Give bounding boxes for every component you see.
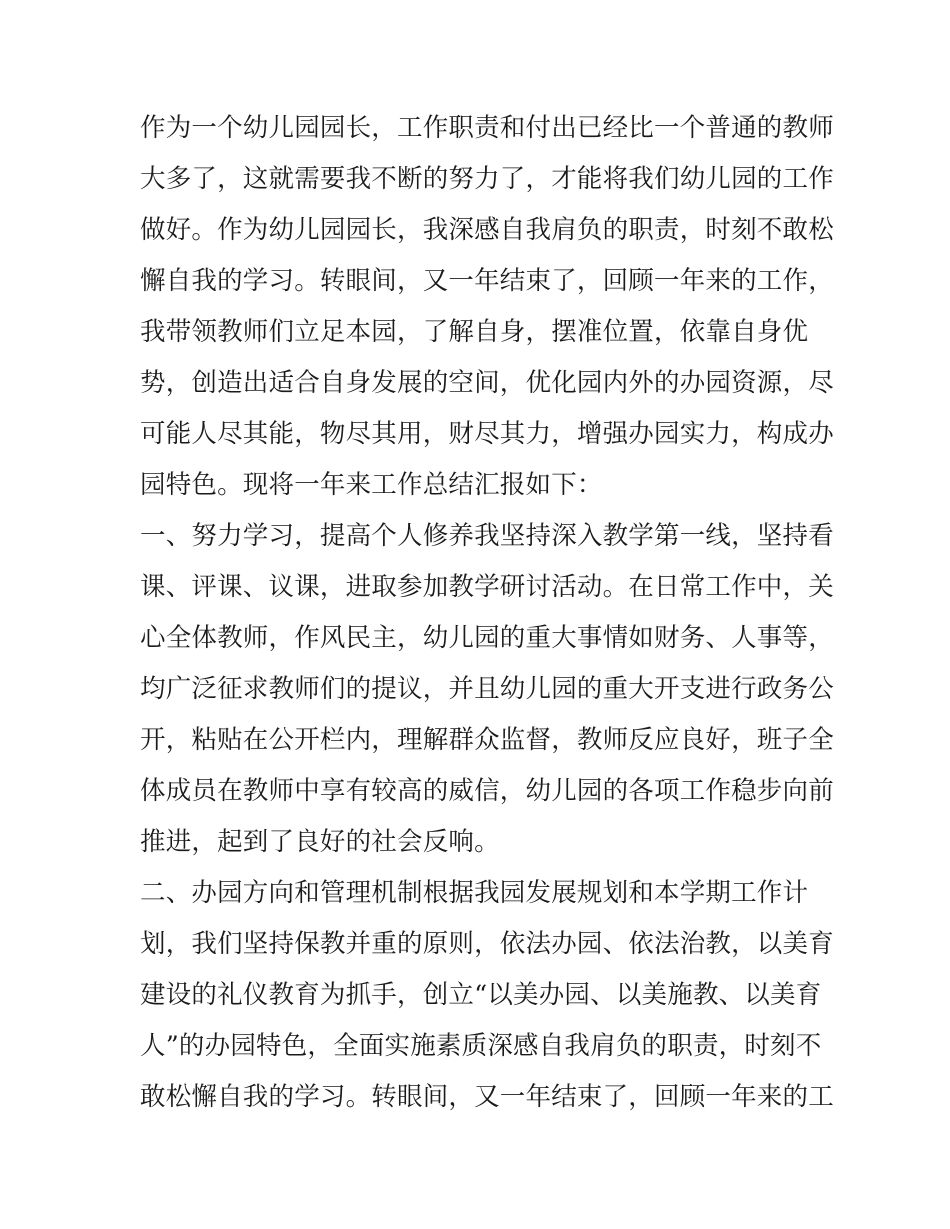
text-line: 均广泛征求教师们的提议，并且幼儿园的重大开支进行政务公: [140, 674, 834, 704]
text-line: 敢松懈自我的学习。转眼间，又一年结束了，回顾一年来的工: [140, 1082, 834, 1112]
text-line: 人”的办园特色，全面实施素质深感自我肩负的职责，时刻不: [140, 1031, 822, 1061]
text-line: 课、评课、议课，进取参加教学研讨活动。在日常工作中，关: [140, 572, 834, 602]
text-line: 划，我们坚持保教并重的原则，依法办园、依法治教，以美育: [140, 929, 834, 959]
text-line: 势，创造出适合自身发展的空间，优化园内外的办园资源，尽: [140, 368, 834, 398]
text-line: 可能人尽其能，物尽其用，财尽其力，增强办园实力，构成办: [140, 419, 834, 449]
text-line: 二、办园方向和管理机制根据我园发展规划和本学期工作计: [140, 878, 809, 908]
text-line: 一、努力学习，提高个人修养我坚持深入教学第一线，坚持看: [140, 521, 834, 551]
text-line: 我带领教师们立足本园，了解自身，摆准位置，依靠自身优: [140, 317, 809, 347]
text-line: 体成员在教师中享有较高的威信，幼儿园的各项工作稳步向前: [140, 776, 834, 806]
text-line: 园特色。现将一年来工作总结汇报如下：: [140, 470, 603, 500]
text-line: 推进，起到了良好的社会反响。: [140, 827, 500, 857]
text-line: 开，粘贴在公开栏内，理解群众监督，教师反应良好，班子全: [140, 725, 834, 755]
text-line: 建设的礼仪教育为抓手，创立“以美办园、以美施教、以美育: [140, 980, 822, 1010]
text-line: 作为一个幼儿园园长，工作职责和付出已经比一个普通的教师: [140, 113, 834, 143]
text-line: 心全体教师，作风民主，幼儿园的重大事情如财务、人事等，: [140, 623, 834, 653]
text-line: 大多了，这就需要我不断的努力了，才能将我们幼儿园的工作: [140, 164, 834, 194]
text-line: 懈自我的学习。转眼间，又一年结束了，回顾一年来的工作，: [140, 266, 834, 296]
text-line: 做好。作为幼儿园园长，我深感自我肩负的职责，时刻不敢松: [140, 215, 834, 245]
